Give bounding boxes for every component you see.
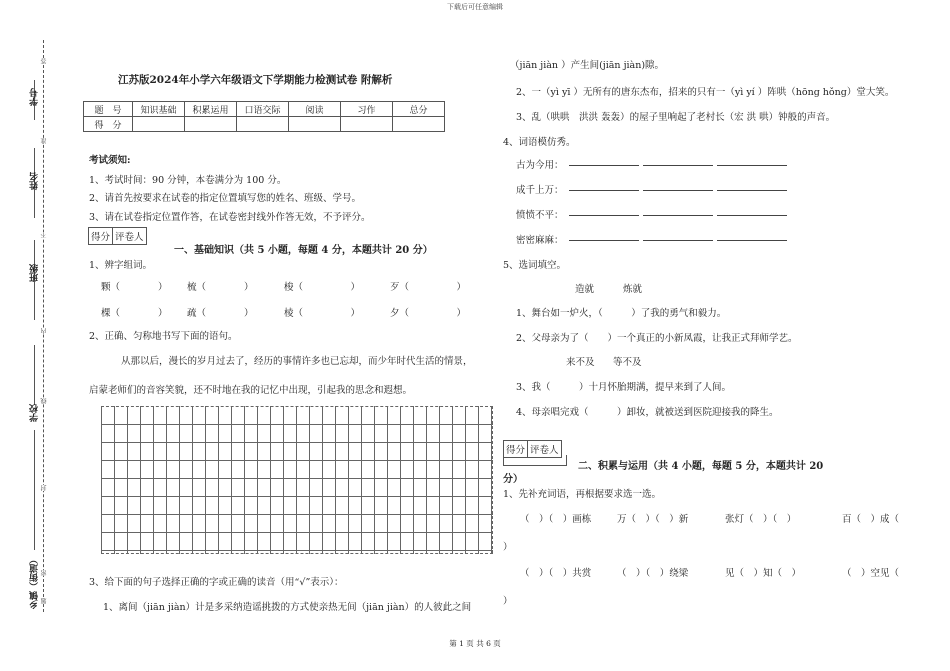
binding-char: 答 [41,58,48,64]
binding-char: 不 [41,232,48,238]
writing-grid[interactable] [101,406,493,554]
word-blank[interactable]: 颗（ ） [101,282,168,293]
instruction-item: 2、请首先按要求在试卷的指定位置填写您的姓名、班级、学号。 [89,193,362,204]
copy-text: 从那以后，漫长的岁月过去了，经历的事情许多也已忘却，而少年时代生活的情景， [121,356,473,367]
question-2: 2、正确、匀称地书写下面的语句。 [89,331,238,342]
idiom-blank[interactable] [569,240,639,241]
phrase-blank[interactable]: （ ）（ ）共赏 [520,568,592,579]
score-header: 口语交际 [237,102,289,117]
word-blank[interactable]: 棱（ ） [284,308,361,319]
phrase-blank[interactable]: 万（ ）（ ）新 [617,514,689,525]
idiom-blank[interactable] [643,215,713,216]
score-cell[interactable] [289,117,341,132]
binding-line [34,345,35,405]
word-blank[interactable]: 棵（ ） [101,308,168,319]
page-footer: 第 1 页 共 6 页 [449,639,501,648]
idiom-blank[interactable] [569,215,639,216]
question-1: 1、辨字组词。 [89,260,153,271]
idiom-blank[interactable] [569,165,639,166]
score-header: 阅读 [289,102,341,117]
binding-char: 封 [41,485,48,491]
score-table [83,101,445,132]
binding-char: 密 [41,570,48,576]
question-3-item: 3、乱（哄哄 洪洪 轰轰）的屋子里响起了老村长（宏 洪 哄）钟般的声音。 [516,112,836,123]
idiom-blank[interactable] [717,165,787,166]
question-3-cont: （jiān jiàn ）产生间(jiān jiàn)隙。 [510,60,665,71]
question-5: 5、选词填空。 [503,260,567,271]
score-header: 题 号 [84,102,133,117]
copy-text: 启蒙老师们的音容笑貌，还不时地在我的记忆中出现，引起我的思念和遐想。 [89,385,413,396]
phrase-blank[interactable]: （ ）（ ）画栋 [520,514,592,525]
score-cell[interactable] [133,117,185,132]
binding-line [34,430,35,550]
fill-sentence[interactable]: 2、父母亲为了（ ）一个真正的小新凤霞，让我正式拜师学艺。 [516,333,798,344]
phrase-blank[interactable]: 百（ ）成（ [842,514,900,525]
score-cell[interactable] [237,117,289,132]
score-header: 知识基础 [133,102,185,117]
idiom-blank[interactable] [717,240,787,241]
score-box [88,227,147,245]
header-note: 下载后可任意编辑 [447,3,503,11]
idiom-blank[interactable] [643,165,713,166]
label-school: 学校 [30,404,40,422]
fill-sentence[interactable]: 3、我（ ）十月怀胎期满，提早来到了人间。 [516,382,732,393]
instruction-item: 3、请在试卷指定位置作答，在试卷密封线外作答无效，不予评分。 [89,212,371,223]
idiom-label: 成千上万： [516,185,564,196]
score-box-grader: 评卷人 [530,445,559,456]
score-header: 积累运用 [185,102,237,117]
fill-sentence[interactable]: 4、母亲唱完戏（ ）卸妆，就被送到医院迎接我的降生。 [516,407,779,418]
binding-char: 准 [41,138,48,144]
binding-char: 线 [41,398,48,404]
idiom-blank[interactable] [643,190,713,191]
idiom-label: 密密麻麻： [516,235,564,246]
word-choice: 等不及 [613,357,642,368]
score-row-label: 得 分 [84,117,133,132]
word-blank[interactable]: 梳（ ） [187,282,254,293]
label-student-id: 学号 [30,88,40,106]
question-3: 3、给下面的句子选择正确的字或正确的读音（用“√”表示）： [89,577,344,588]
label-name: 姓名 [30,172,40,190]
score-cell[interactable] [341,117,393,132]
word-blank[interactable]: 梭（ ） [284,282,361,293]
section-2-question-1: 1、先补充词语，再根据要求选一选。 [503,489,662,500]
idiom-label: 古为今用： [516,160,564,171]
section-2-title: 二、积累与运用（共 4 小题，每题 5 分，本题共计 20 [578,461,824,472]
score-cell[interactable] [185,117,237,132]
phrase-blank[interactable]: （ ）（ ）绕梁 [617,568,689,579]
score-box-label: 得分 [89,228,113,244]
label-class: 班级 [30,264,40,282]
instruction-item: 1、考试时间：90 分钟，本卷满分为 100 分。 [89,175,287,186]
score-box-grader: 评卷人 [115,232,144,243]
idiom-blank[interactable] [717,215,787,216]
phrase-blank-end: ） [503,596,513,607]
word-blank[interactable]: 歹（ ） [390,282,467,293]
score-header: 总分 [393,102,445,117]
word-blank[interactable]: 夕（ ） [390,308,467,319]
question-3-item: 2、一（yì yī ）无所有的唐东杰布，招来的只有一（yì yí ）阵哄（hōng hǒng）堂大笑。 [516,87,895,98]
phrase-blank[interactable]: （ ）空见（ [842,568,900,579]
idiom-label: 愤愤不平： [516,210,564,221]
section-1-title: 一、基础知识（共 5 小题，每题 4 分，本题共计 20 分） [174,245,433,256]
idiom-blank[interactable] [717,190,787,191]
question-3-item: 1、离间（jiān jiàn）计是多采纳造谣挑拨的方式使亲热无间（jiān jiàn）的人彼此之间 [103,602,472,613]
score-box-label: 得分 [504,441,528,457]
phrase-blank-end: ） [503,542,513,553]
score-cell[interactable] [393,117,445,132]
question-4: 4、词语模仿秀。 [503,137,576,148]
word-choice: 炼就 [623,284,643,295]
label-town: 乡镇（街道） [30,555,40,609]
phrase-blank[interactable]: 张灯（ ）（ ） [725,514,797,525]
fill-sentence[interactable]: 1、舞台如一炉火，（ ）了我的勇气和毅力。 [516,308,727,319]
binding-char: 题 [41,598,48,604]
idiom-row [516,157,787,171]
word-choice: 来不及 [566,357,595,368]
idiom-row [516,207,787,221]
exam-title: 江苏版2024年小学六年级语文下学期能力检测试卷 附解析 [118,74,393,86]
section-2-title-end: 分） [503,474,523,485]
instructions-heading: 考试须知: [89,155,131,166]
binding-dashed-line [43,40,44,612]
score-box-blank[interactable] [503,455,567,466]
idiom-blank[interactable] [643,240,713,241]
word-choice: 造就 [575,284,595,295]
idiom-blank[interactable] [569,190,639,191]
idiom-row [516,232,787,246]
phrase-blank[interactable]: 见（ ）知（ ） [725,568,802,579]
word-blank[interactable]: 疏（ ） [187,308,254,319]
score-header: 习作 [341,102,393,117]
binding-char: 内 [41,328,48,334]
idiom-row [516,182,787,196]
